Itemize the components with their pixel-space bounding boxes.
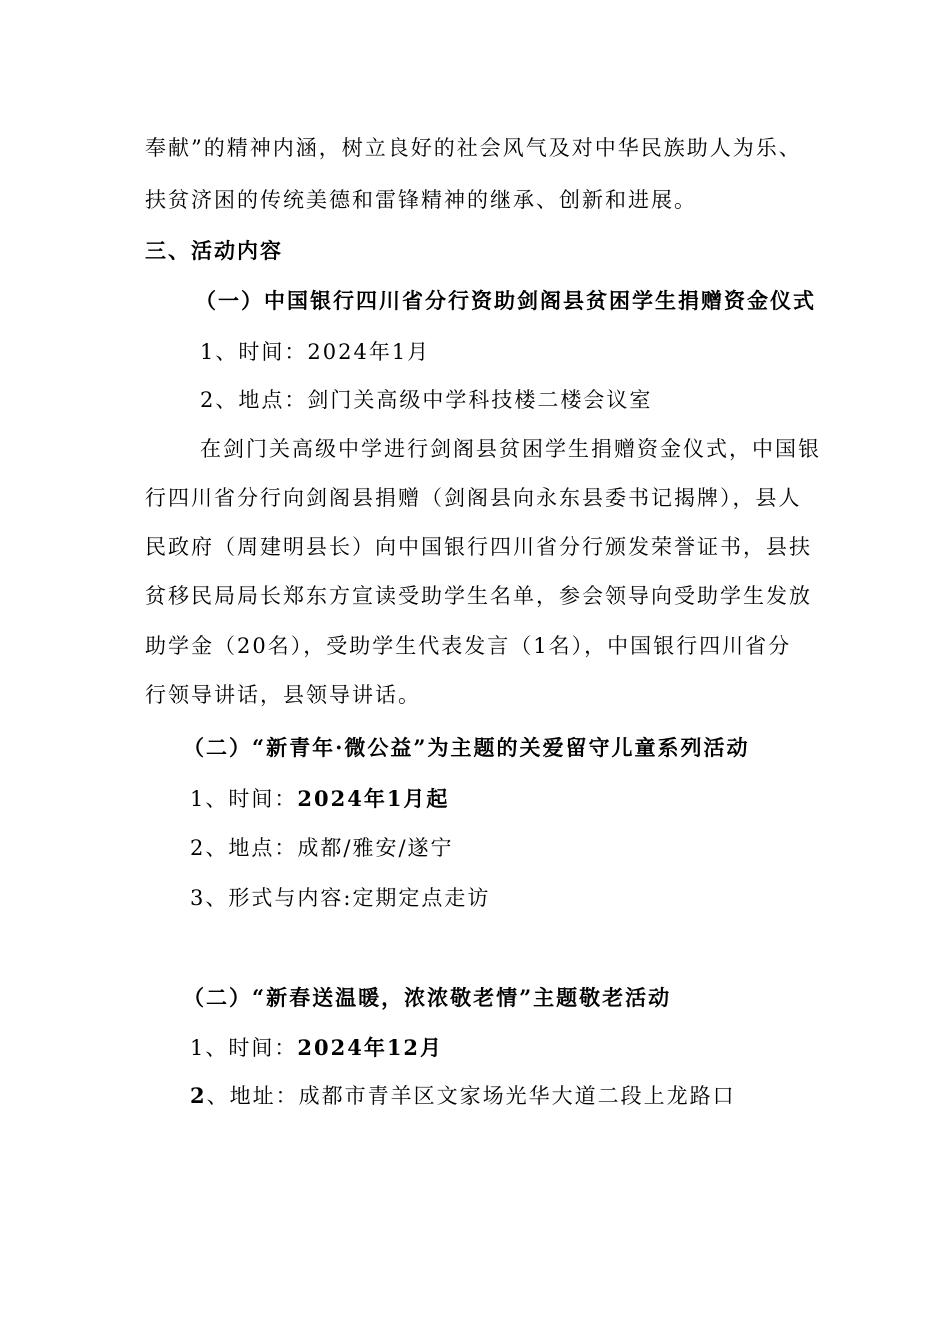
activity3-time-value: 2024年12月	[297, 1035, 444, 1060]
activity3-title: （二）“新春送温暖，浓浓敬老情”主题敬老活动	[183, 985, 672, 1010]
section-heading: 三、活动内容	[145, 238, 283, 263]
activity3-time	[190, 1033, 443, 1063]
activity3-time-label: 1、时间：	[190, 1036, 298, 1060]
activity2-form-label: 3、形式与内容:	[190, 886, 353, 910]
activity2-time-label: 1、时间：	[190, 787, 298, 811]
activity1-place-label: 2、地点：	[200, 388, 308, 412]
activity1-para-line-2: 行四川省分行向剑阁县捐赠（剑阁县向永东县委书记揭牌），县人	[145, 486, 802, 510]
intro-line-1: 奉献”的精神内涵，树立良好的社会风气及对中华民族助人为乐、	[145, 136, 802, 160]
activity3-address-value: 成都市青羊区文家场光华大道二段上龙路口	[298, 1084, 736, 1108]
activity1-title: （一）中国银行四川省分行资助剑阁县贫困学生捐赠资金仪式	[195, 288, 816, 313]
activity2-place	[190, 833, 454, 863]
activity1-para-line-3: 民政府（周建明县长）向中国银行四川省分行颁发荣誉证书，县扶	[145, 535, 812, 559]
activity1-para-line-4: 贫移民局局长郑东方宣读受助学生名单，参会领导向受助学生发放	[145, 584, 812, 608]
activity2-time-value: 2024年1月起	[297, 786, 450, 811]
activity2-title: （二）“新青年·微公益”为主题的关爱留守儿童系列活动	[183, 735, 750, 760]
activity1-time	[200, 337, 430, 367]
activity1-time-label: 1、时间：	[200, 340, 308, 364]
activity1-place-value: 剑门关高级中学科技楼二楼会议室	[307, 388, 653, 412]
activity1-place	[200, 385, 652, 415]
activity3-address-number: 2	[190, 1083, 207, 1108]
activity2-time	[190, 784, 449, 814]
activity1-para-line-6: 行领导讲话，县领导讲话。	[145, 683, 421, 707]
activity3-address	[190, 1081, 736, 1111]
activity2-place-value: 成都/雅安/遂宁	[297, 836, 454, 860]
activity3-address-label: 、地址：	[206, 1084, 299, 1108]
activity2-place-label: 2、地点：	[190, 836, 298, 860]
intro-line-2: 扶贫济困的传统美德和雷锋精神的继承、创新和进展。	[145, 188, 697, 212]
activity1-time-value: 2024年1月	[307, 340, 431, 364]
activity1-para-line-1: 在剑门关高级中学进行剑阁县贫困学生捐赠资金仪式，中国银	[200, 437, 821, 461]
activity2-form-value: 定期定点走访	[352, 886, 491, 910]
activity1-para-line-5: 助学金（20名），受助学生代表发言（1名），中国银行四川省分	[145, 634, 792, 658]
activity2-form	[190, 883, 490, 913]
